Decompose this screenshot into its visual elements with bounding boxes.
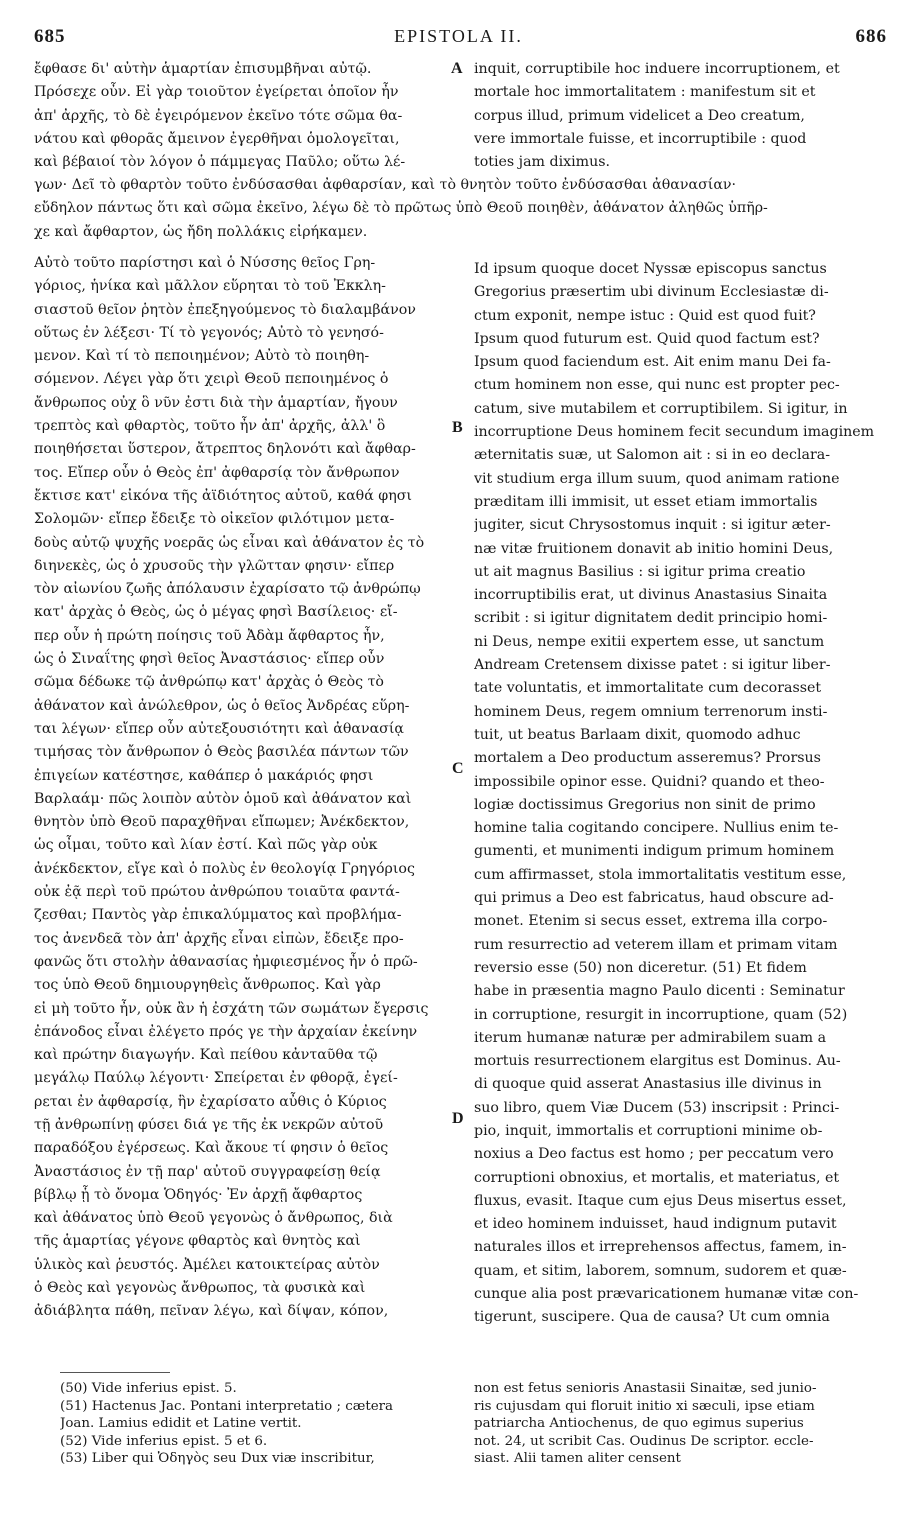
page-number-right: 686 (855, 26, 887, 47)
greek-text-line: παραδόξου ἐγέρσεως. Καὶ ἄκουε τί φησιν ὁ θεῖος (34, 1140, 389, 1157)
greek-text-line: ἀθάνατον καὶ ἀνώλεθρον, ὡς ὁ θεῖος Ἀνδρέας εὕρη- (34, 697, 410, 714)
latin-text-line: di quoque quid asserat Anastasius ille divinus in (474, 1076, 822, 1093)
footnote-line: patriarcha Antiochenus, de quo egimus superius (474, 1416, 804, 1432)
greek-text-line: ρεται ἐν ἀφθαρσίᾳ, ἣν ἐχαρίσατο αὖθις ὁ Κύριος (34, 1093, 387, 1110)
greek-text-line: ἀνέκδεκτον, εἴγε καὶ ὁ πολὺς ἐν θεολογίᾳ Γρηγόριος (34, 860, 415, 877)
footnotes-right (474, 1380, 884, 1468)
footnote-line: siast. Alii tamen aliter censent (474, 1451, 681, 1467)
footnote-line: non est fetus senioris Anastasii Sinaitæ, sed junio- (474, 1381, 817, 1396)
greek-text-line: δοὺς αὐτῷ ψυχῆς νοερᾶς ὡς εἶναι καὶ ἀθάνατον ἐς τὸ (34, 534, 425, 551)
latin-text-line: cunque alia post prævaricationem humanæ vitæ con- (474, 1286, 859, 1303)
greek-text-line: τῆς ἁμαρτίας γέγονε φθαρτὸς καὶ θνητὸς καὶ (34, 1233, 361, 1250)
greek-text-line: τος ὑπὸ Θεοῦ δημιουργηθεὶς ἄνθρωπος. Καὶ γὰρ (34, 977, 381, 994)
greek-text-line: Σολομῶν· εἴπερ ἔδειξε τὸ οἰκεῖον φιλότιμον μετα- (34, 511, 395, 528)
greek-text-line: βίβλῳ ᾗ τὸ ὄνομα Ὁδηγός· Ἐν ἀρχῇ ἄφθαρτος (34, 1186, 363, 1203)
greek-column-top (34, 58, 462, 174)
footnote-line: (51) Hactenus Jac. Pontani interpretatio ; cætera (60, 1398, 394, 1414)
latin-text-line: næ vitæ fruitionem donavit ab initio homini Deus, (474, 540, 834, 557)
latin-text-line: mortale hoc immortalitatem : manifestum sit et (474, 84, 816, 101)
footnote-line: Joan. Lamius edidit et Latine vertit. (60, 1416, 302, 1432)
greek-text-line: διηνεκὲς, ὡς ὁ χρυσοῦς τὴν γλῶτταν φησιν· εἴπερ (34, 557, 395, 574)
latin-text-line: corpus illud, primum videlicet a Deo creatum, (474, 107, 805, 124)
footnote-line: not. 24, ut scribit Cas. Oudinus De scriptor. eccle- (474, 1433, 814, 1449)
greek-text-line: νάτου καὶ φθορᾶς ἄμεινον ἐγερθῆναι ὁμολογεῖται, (34, 130, 400, 147)
greek-text-line: ζεσθαι; Παντὸς γὰρ ἐπικαλύμματος καὶ προβλήμα- (34, 907, 402, 924)
greek-text-line: ται λέγων· εἴπερ οὖν αὐτεξουσιότητι καὶ ἀθανασίᾳ (34, 720, 404, 737)
full-width-text-line: εὔδηλον πάντως ὅτι καὶ σῶμα ἐκεῖνο, λέγω δὲ τὸ πρῶτως ὑπὸ Θεοῦ ποιηθὲν, ἀθάνατον ἀληθῶς ὑπῆρ- (34, 200, 768, 217)
latin-text-line: Ipsum quod faciendum est. Ait enim manu Dei fa- (474, 354, 831, 371)
latin-text-line: tigerunt, suscipere. Qua de causa? Ut cum omnia (474, 1309, 830, 1326)
footnote-separator (60, 1372, 170, 1373)
greek-text-line: Βαρλαάμ· πῶς λοιπὸν αὐτὸν ὁμοῦ καὶ ἀθάνατον καὶ (34, 790, 412, 807)
greek-text-line: οὐκ ἐᾷ περὶ τοῦ πρώτου ἀνθρώπου τοιαῦτα φαντά- (34, 884, 400, 901)
latin-text-line: vit studium erga illum suum, quod animam ratione (474, 470, 840, 487)
greek-text-line: ἄνθρωπος οὐχ ὃ νῦν ἐστι διὰ τὴν ἁμαρτίαν, ἤγουν (34, 394, 398, 411)
latin-column (474, 258, 884, 1330)
latin-text-line: impossibile opinor esse. Quidni? quando et theo- (474, 773, 825, 790)
full-width-text-line: χε καὶ ἄφθαρτον, ὡς ἤδη πολλάκις εἰρήκαμεν. (34, 223, 368, 240)
greek-text-line: τιμήσας τὸν ἄνθρωπον ὁ Θεὸς βασιλέα πάντων τῶν (34, 744, 409, 761)
latin-text-line: Id ipsum quoque docet Nyssæ episcopus sanctus (474, 261, 827, 277)
latin-text-line: ctum hominem non esse, qui nunc est propter pec- (474, 377, 840, 394)
latin-text-line: inquit, corruptibile hoc induere incorruptionem, et (474, 61, 840, 77)
latin-text-line: qui primus a Deo est fabricatus, haud obscure ad- (474, 890, 834, 907)
latin-column-top (474, 58, 884, 174)
greek-text-line: τος ἀνενδεᾶ τὸν ἀπ' ἀρχῆς εἶναι εἰπὼν, ἔδειξε προ- (34, 930, 404, 947)
latin-text-line: quam, et sitim, laborem, somnum, sudorem et quæ- (474, 1262, 847, 1279)
page-number-left: 685 (34, 26, 66, 47)
greek-text-line: τρεπτὸς καὶ φθαρτὸς, τοῦτο ἦν ἀπ' ἀρχῆς, ἀλλ' ὃ (34, 418, 386, 435)
greek-text-line: ποιηθήσεται ὕστερον, ἄτρεπτος δηλονότι καὶ ἄφθαρ- (34, 441, 416, 458)
greek-text-line: τος. Εἴπερ οὖν ὁ Θεὸς ἐπ' ἀφθαρσίᾳ τὸν ἄνθρωπον (34, 464, 400, 481)
latin-text-line: fluxus, evasit. Itaque cum ejus Deus misertus esset, (474, 1192, 847, 1209)
latin-text-line: ut ait magnus Basilius : si igitur prima creatio (474, 563, 806, 580)
latin-text-line: reversio esse (50) non diceretur. (51) Et fidem (474, 959, 807, 976)
greek-text-line: τὸν αἰωνίου ζωῆς ἀπόλαυσιν ἐχαρίσατο τῷ ἀνθρώπῳ (34, 581, 421, 598)
full-width-text-line: γων· Δεῖ τὸ φθαρτὸν τοῦτο ἐνδύσασθαι ἀφθαρσίαν, καὶ τὸ θνητὸν τοῦτο ἐνδύσασθαι ἀθανασίαν· (34, 177, 737, 193)
latin-text-line: hominem Deus, regem omnium terrenorum insti- (474, 703, 828, 720)
latin-text-line: Ipsum quod futurum est. Quid quod factum est? (474, 330, 820, 347)
latin-text-line: toties jam diximus. (474, 154, 611, 171)
greek-text-line: καὶ πρώτην διαγωγήν. Καὶ πείθου κἀνταῦθα τῷ (34, 1047, 378, 1064)
greek-text-line: γόριος, ἡνίκα καὶ μᾶλλον εὕρηται τὸ τοῦ Ἐκκλη- (34, 278, 386, 295)
greek-text-line: Ἀναστάσιος ἐν τῇ παρ' αὐτοῦ συγγραφείσῃ θείᾳ (34, 1163, 381, 1180)
latin-text-line: logiæ doctissimus Gregorius non sinit de primo (474, 796, 816, 813)
greek-text-line: ὡς ὁ Σιναΐτης φησὶ θεῖος Ἀναστάσιος· εἴπερ οὖν (34, 651, 385, 668)
latin-text-line: pio, inquit, immortalis et corruptioni minime ob- (474, 1122, 823, 1139)
section-marker-b: B (452, 419, 463, 436)
greek-text-line: κατ' ἀρχὰς ὁ Θεὸς, ὡς ὁ μέγας φησὶ Βασίλειος· εἴ- (34, 604, 398, 621)
greek-text-line: μενον. Καὶ τί τὸ πεποιημένον; Αὐτὸ τὸ ποιηθη- (34, 348, 370, 365)
latin-text-line: in corruptione, resurgit in incorruptione, quam (52) (474, 1006, 848, 1023)
greek-text-line: ἐπάνοδος εἶναι ἐλέγετο πρός γε τὴν ἀρχαίαν ἐκείνην (34, 1023, 418, 1040)
greek-text-line: Αὐτὸ τοῦτο παρίστησι καὶ ὁ Νύσσης θεῖος Γρη- (34, 255, 376, 271)
greek-text-line: καὶ ἀθάνατος ὑπὸ Θεοῦ γεγονὼς ὁ ἄνθρωπος, διὰ (34, 1210, 393, 1227)
greek-text-line: ἀπ' ἀρχῆς, τὸ δὲ ἐγειρόμενον ἐκεῖνο τότε σῶμα θα- (34, 107, 403, 124)
latin-text-line: gumenti, et munimenti indigum primum hominem (474, 843, 835, 860)
latin-text-line: ni Deus, nempe exitii expertem esse, ut sanctum (474, 633, 825, 650)
greek-text-line: εἰ μὴ τοῦτο ἦν, οὐκ ἂν ἡ ἐσχάτη τῶν σωμάτων ἔγερσις (34, 1000, 429, 1017)
latin-text-line: scribit : si igitur dignitatem dedit principio homi- (474, 610, 828, 627)
section-marker-c: C (452, 760, 464, 777)
greek-text-line: μεγάλῳ Παύλῳ λέγοντι· Σπείρεται ἐν φθορᾷ, ἐγεί- (34, 1070, 398, 1087)
greek-text-line: οὕτως ἐν λέξεσι· Τί τὸ γεγονός; Αὐτὸ τὸ γενησό- (34, 324, 384, 341)
greek-text-line: περ οὖν ἡ πρώτη ποίησις τοῦ Ἀδὰμ ἄφθαρτος ἦν, (34, 627, 385, 644)
greek-text-line: φανῶς ὅτι στολὴν ἀθανασίας ἠμφιεσμένος ἦν ὁ πρῶ- (34, 953, 418, 970)
greek-text-line: ἀδιάβλητα πάθη, πεῖναν λέγω, καὶ δίψαν, κόπον, (34, 1303, 389, 1320)
latin-text-line: cum affirmasset, stola immortalitatis vestitum esse, (474, 866, 847, 883)
footnotes-left (60, 1380, 460, 1468)
latin-text-line: Gregorius præsertim ubi divinum Ecclesiastæ di- (474, 284, 829, 301)
latin-text-line: iterum humanæ naturæ per admirabilem suam a (474, 1029, 827, 1046)
latin-text-line: vere immortale fuisse, et incorruptibile : quod (474, 130, 807, 147)
latin-text-line: incorruptibilis erat, ut divinus Anastasius Sinaita (474, 587, 828, 604)
greek-text-line: ἔκτισε κατ' εἰκόνα τῆς ἀϊδιότητος αὐτοῦ, καθά φησι (34, 487, 412, 504)
latin-text-line: naturales illos et irreprehensos affectus, famem, in- (474, 1239, 847, 1256)
greek-text-line: ἔφθασε δι' αὐτὴν ἁμαρτίαν ἐπισυμβῆναι αὐτῷ. (34, 61, 372, 77)
latin-text-line: et ideo hominem induisset, haud indignum putavit (474, 1216, 837, 1233)
latin-text-line: Andream Cretensem dixisse patet : si igitur liber- (474, 657, 831, 674)
latin-text-line: habe in præsentia magno Paulo dicenti : Seminatur (474, 983, 845, 1000)
latin-text-line: tate voluntatis, et immortalitate cum decorasset (474, 680, 822, 697)
greek-text-line: σιαστοῦ θεῖον ῥητὸν ἐπεξηγούμενος τὸ διαλαμβάνον (34, 301, 416, 318)
greek-text-line: ὡς οἶμαι, τοῦτο καὶ λίαν ἐστί. Καὶ πῶς γὰρ οὐκ (34, 837, 378, 854)
running-title: EPISTOLA II. (394, 26, 523, 46)
greek-text-line: τῇ ἀνθρωπίνῃ φύσει διά γε τῆς ἐκ νεκρῶν αὐτοῦ (34, 1116, 384, 1133)
greek-text-line: Πρόσεχε οὖν. Εἰ γὰρ τοιοῦτον ἐγείρεται ὁποῖον ἦν (34, 84, 399, 101)
greek-text-line: θνητὸν ὑπὸ Θεοῦ παραχθῆναι εἴπωμεν; Ἀνέκδεκτον, (34, 814, 410, 831)
greek-text-line: καὶ βέβαιοί τὸν λόγον ὁ πάμμεγας Παῦλο; οὕτω λέ- (34, 154, 406, 171)
section-marker-a: A (451, 60, 463, 77)
footnote-line: (50) Vide inferius epist. 5. (60, 1381, 237, 1396)
section-marker-d: D (452, 1110, 464, 1127)
greek-text-line: ἐπιγείων κατέστησε, καθάπερ ὁ μακάριός φησι (34, 767, 374, 784)
latin-text-line: mortuis resurrectionem elargitus est Dominus. Au- (474, 1053, 841, 1070)
latin-text-line: jugiter, sicut Chrysostomus inquit : si igitur æter- (474, 517, 831, 534)
greek-text-line: σόμενον. Λέγει γὰρ ὅτι χειρὶ Θεοῦ πεποιημένος ὁ (34, 371, 389, 388)
footnote-line: (53) Liber qui Ὁδηγὸς seu Dux viæ inscribitur, (60, 1451, 375, 1467)
latin-text-line: suo libro, quem Viæ Ducem (53) inscripsit : Princi- (474, 1099, 840, 1116)
footnote-line: ris cujusdam qui floruit initio xi sæculi, ipse etiam (474, 1398, 815, 1414)
latin-text-line: præditam illi immisit, ut esset etiam immortalis (474, 493, 818, 510)
latin-text-line: corruptioni obnoxius, et mortalis, et materiatus, et (474, 1169, 840, 1186)
latin-text-line: rum resurrectio ad veterem illam et primam vitam (474, 936, 838, 953)
latin-text-line: incorruptione Deus hominem fecit secundum imaginem (474, 424, 875, 441)
latin-text-line: æternitatis suæ, ut Salomon ait : si in eo declara- (474, 447, 831, 464)
greek-text-line: ὑλικὸς καὶ ῥευστός. Ἀμέλει κατοικτείρας αὐτὸν (34, 1256, 380, 1273)
latin-text-line: monet. Etenim si secus esset, extrema illa corpo- (474, 913, 828, 930)
greek-column (34, 252, 462, 1324)
footnote-line: (52) Vide inferius epist. 5 et 6. (60, 1433, 268, 1449)
latin-text-line: tuit, ut beatus Barlaam dixit, quomodo adhuc (474, 726, 801, 743)
latin-text-line: catum, sive mutabilem et corruptibilem. Si igitur, in (474, 400, 848, 417)
greek-text-line: σῶμα δέδωκε τῷ ἀνθρώπῳ κατ' ἀρχὰς ὁ Θεὸς τὸ (34, 674, 384, 691)
latin-text-line: noxius a Deo factus est homo ; per peccatum vero (474, 1146, 834, 1163)
latin-text-line: mortalem a Deo productum asseremus? Prorsus (474, 750, 821, 767)
full-width-text (34, 174, 884, 244)
latin-text-line: homine talia cogitando concipere. Nullius enim te- (474, 820, 839, 837)
greek-text-line: ὁ Θεὸς καὶ γεγονὼς ἄνθρωπος, τὰ φυσικὰ καὶ (34, 1280, 366, 1297)
latin-text-line: ctum exponit, nempe istuc : Quid est quod fuit? (474, 307, 816, 324)
